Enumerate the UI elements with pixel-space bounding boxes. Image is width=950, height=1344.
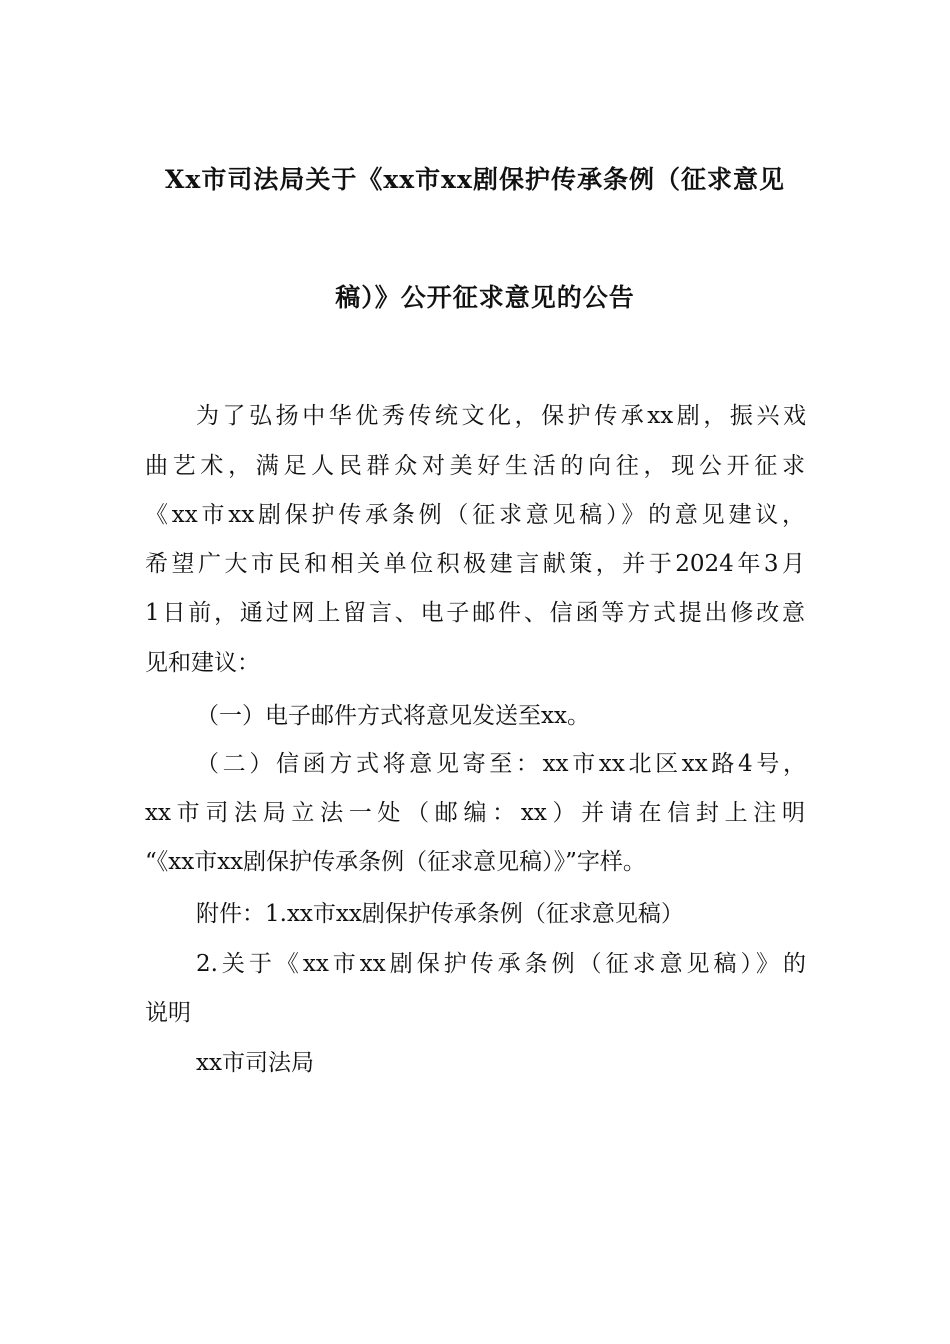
item-letter-line: “《xx市xx剧保护传承条例（征求意见稿）》”字样。 xyxy=(145,849,646,875)
item-letter-line: （二）信函方式将意见寄至：xx市xx北区xx路4号， xyxy=(196,751,806,777)
item-email: （一）电子邮件方式将意见发送至xx。 xyxy=(196,703,590,729)
attachment-2-line: 说明 xyxy=(145,1000,191,1026)
paragraph-line: 1日前，通过网上留言、电子邮件、信函等方式提出修改意 xyxy=(145,600,805,626)
paragraph-line: 见和建议： xyxy=(145,650,260,676)
paragraph-line: 希望广大市民和相关单位积极建言献策，并于2024年3月 xyxy=(145,551,805,577)
attachment-1: 附件：1.xx市xx剧保护传承条例（征求意见稿） xyxy=(196,901,684,927)
paragraph-line: 曲艺术，满足人民群众对美好生活的向往，现公开征求 xyxy=(145,453,805,479)
paragraph-line: 《xx市xx剧保护传承条例（征求意见稿）》的意见建议， xyxy=(145,502,805,528)
paragraph-line: 为了弘扬中华优秀传统文化，保护传承xx剧，振兴戏 xyxy=(196,403,806,429)
document-title-line-2: 稿）》公开征求意见的公告 xyxy=(335,283,635,312)
attachment-2-line: 2.关于《xx市xx剧保护传承条例（征求意见稿）》的 xyxy=(196,951,806,977)
signature: xx市司法局 xyxy=(196,1050,314,1076)
document-title-line-1: Xx市司法局关于《xx市xx剧保护传承条例（征求意见 xyxy=(165,165,785,194)
item-letter-line: xx市司法局立法一处（邮编：xx）并请在信封上注明 xyxy=(145,800,805,826)
